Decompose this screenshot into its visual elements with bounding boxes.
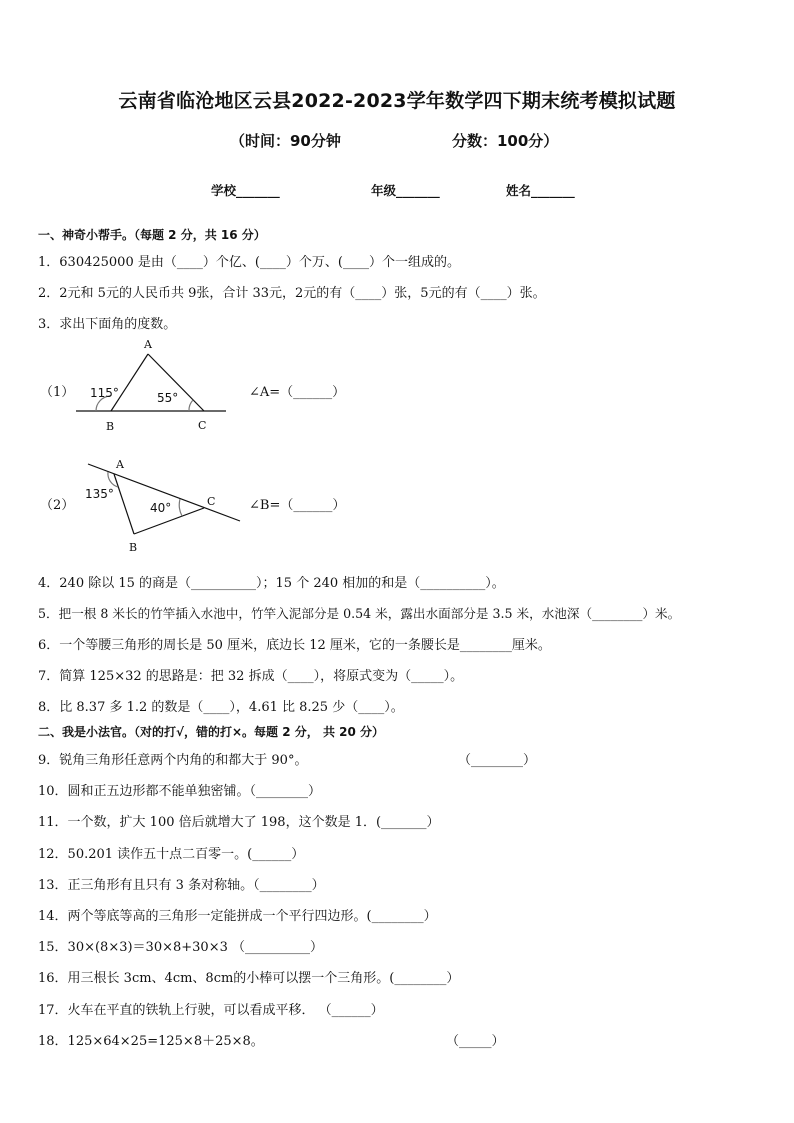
figure-2-point-b: B [129, 541, 138, 554]
section-2-heading: 二、我是小法官。（对的打√，错的打×。每题 2 分， 共 20 分） [38, 725, 384, 739]
question-11: 11．一个数，扩大 100 倍后就增大了 198，这个数是 1．(_______） [38, 815, 440, 830]
question-9-blank: （________） [458, 753, 537, 768]
question-6: 6．一个等腰三角形的周长是 50 厘米，底边长 12 厘米，它的一条腰长是________厘米。 [38, 638, 551, 653]
question-10: 10．圆和正五边形都不能单独密铺。（________） [38, 784, 322, 799]
figure-1-point-a: A [144, 338, 152, 351]
exam-score: 分数：100分） [452, 132, 559, 150]
figure-1-point-b: B [106, 420, 115, 433]
figure-2-side-ab [114, 474, 134, 534]
figure-2-point-a: A [116, 458, 124, 471]
grade-field: 年级_______ [371, 183, 440, 198]
figure-2-arc-c [179, 499, 182, 516]
figure-1-answer: ∠A=（______） [249, 385, 346, 400]
question-18: 18．125×64×25=125×8＋25×8。 [38, 1034, 264, 1049]
question-5: 5．把一根 8 米长的竹竿插入水池中，竹竿入泥部分是 0.54 米，露出水面部分是 3.5 米，水池深（________）米。 [38, 606, 681, 621]
question-9: 9．锐角三角形任意两个内角的和都大于 90°。 [38, 753, 308, 768]
page-title: 云南省临沧地区云县2022-2023学年数学四下期末统考模拟试题 [118, 90, 676, 112]
question-16: 16．用三根长 3cm、4cm、8cm的小棒可以摆一个三角形。(________） [38, 971, 460, 986]
figure-2-point-c: C [207, 495, 216, 508]
figure-1-side-ab [111, 354, 148, 411]
figure-2-angle-a: 135° [85, 487, 114, 501]
figure-1-angle-b: 115° [90, 386, 119, 400]
figure-2-angle-c: 40° [150, 501, 172, 515]
question-1: 1．630425000 是由（____）个亿、(____）个万、(____）个一组成的。 [38, 255, 460, 270]
figure-2-number: （2） [40, 498, 75, 513]
figure-1-number: （1） [40, 385, 75, 400]
question-7: 7．简算 125×32 的思路是：把 32 拆成（____），将原式变为（_____）。 [38, 669, 464, 684]
question-17: 17．火车在平直的铁轨上行驶，可以看成平移． （______） [38, 1003, 384, 1018]
figure-1-angle-c: 55° [157, 391, 179, 405]
question-18-blank: （_____） [446, 1034, 505, 1049]
name-field: 姓名_______ [506, 183, 575, 198]
question-8: 8．比 8.37 多 1.2 的数是（____），4.61 比 8.25 少（____）。 [38, 700, 404, 715]
question-12: 12．50.201 读作五十点二百零一。(______） [38, 847, 305, 862]
question-2: 2．2元和 5元的人民币共 9张，合计 33元，2元的有（____）张，5元的有（____）张。 [38, 286, 546, 301]
figure-1-arc-c [189, 400, 193, 411]
question-14: 14．两个等底等高的三角形一定能拼成一个平行四边形。(________） [38, 909, 437, 924]
section-1-heading: 一、神奇小帮手。（每题 2 分，共 16 分） [38, 228, 266, 242]
figure-1-triangle [76, 354, 226, 411]
school-field: 学校_______ [211, 183, 280, 198]
question-3: 3．求出下面角的度数。 [38, 317, 177, 332]
question-13: 13．正三角形有且只有 3 条对称轴。（________） [38, 878, 325, 893]
figure-2-answer: ∠B=（______） [249, 498, 346, 513]
question-15: 15．30×(8×3)＝30×8+30×3 （__________） [38, 940, 323, 955]
exam-time: （时间：90分钟 [230, 132, 341, 150]
figure-1-point-c: C [198, 419, 207, 432]
question-4: 4．240 除以 15 的商是（__________）；15 个 240 相加的和是（__________）。 [38, 576, 505, 591]
